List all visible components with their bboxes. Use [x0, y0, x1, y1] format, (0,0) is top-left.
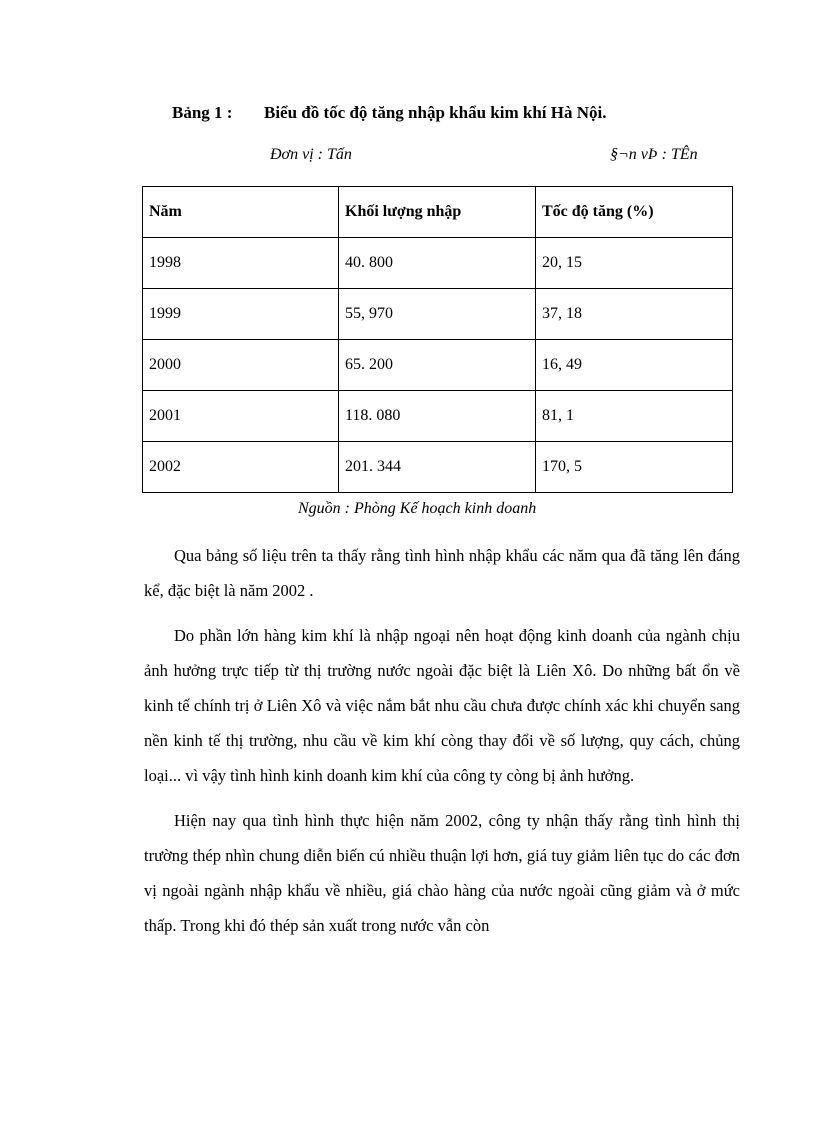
body-text — [144, 538, 740, 953]
table-row — [143, 391, 733, 442]
table-title-text: Biểu đồ tốc độ tăng nhập khẩu kim khí Hà Nội. — [264, 103, 607, 122]
table-row — [143, 340, 733, 391]
cell-volume: 55, 970 — [339, 289, 536, 340]
import-table — [142, 186, 733, 493]
header-volume: Khối lượng nhập — [339, 187, 536, 238]
cell-growth: 16, 49 — [536, 340, 733, 391]
paragraph: Qua bảng số liệu trên ta thấy rằng tình hình nhập khẩu các năm qua đã tăng lên đáng kể, đặc biệt là năm 2002 . — [144, 546, 740, 600]
table-source: Nguồn : Phòng Kế hoạch kinh doanh — [298, 500, 537, 517]
cell-growth: 37, 18 — [536, 289, 733, 340]
cell-year: 2002 — [143, 442, 339, 493]
cell-volume: 40. 800 — [339, 238, 536, 289]
cell-volume: 201. 344 — [339, 442, 536, 493]
cell-year: 2000 — [143, 340, 339, 391]
paragraph: Do phần lớn hàng kim khí là nhập ngoại nên hoạt động kinh doanh của ngành chịu ảnh hưởng trực tiếp từ thị trường nước ngoài đặc biệt là Liên Xô. Do những bất ổn về kinh tế chính trị ở Liên Xô và việc nắm bắt nhu cầu chưa được chính xác khi chuyển sang nền kinh tế thị trường, nhu cầu về kim khí còng thay đổi về số lượng, quy cách, chủng loại... vì vậy tình hình kinh doanh kim khí của công ty còng bị ảnh hưởng. — [144, 626, 740, 785]
cell-volume: 65. 200 — [339, 340, 536, 391]
cell-volume: 118. 080 — [339, 391, 536, 442]
cell-year: 1999 — [143, 289, 339, 340]
unit-label: Đơn vị : Tấn — [270, 146, 352, 163]
table-title — [172, 103, 606, 123]
header-year: Năm — [143, 187, 339, 238]
table-row — [143, 238, 733, 289]
table-header-row — [143, 187, 733, 238]
unit-label-garbled: §¬n vÞ : TÊn — [610, 146, 698, 163]
cell-year: 2001 — [143, 391, 339, 442]
header-growth: Tốc độ tăng (%) — [536, 187, 733, 238]
cell-year: 1998 — [143, 238, 339, 289]
paragraph: Hiện nay qua tình hình thực hiện năm 2002, công ty nhận thấy rằng tình hình thị trường thép nhìn chung diễn biến cú nhiều thuận lợi hơn, giá tuy giảm liên tục do các đơn vị ngoài ngành nhập khẩu về nhiều, giá chào hàng của nước ngoài cũng giảm và ở mức thấp. Trong khi đó thép sản xuất trong nước vẫn còn — [144, 811, 740, 935]
cell-growth: 81, 1 — [536, 391, 733, 442]
cell-growth: 20, 15 — [536, 238, 733, 289]
table-row — [143, 442, 733, 493]
table-number: Bảng 1 : — [172, 103, 233, 122]
cell-growth: 170, 5 — [536, 442, 733, 493]
table-row — [143, 289, 733, 340]
